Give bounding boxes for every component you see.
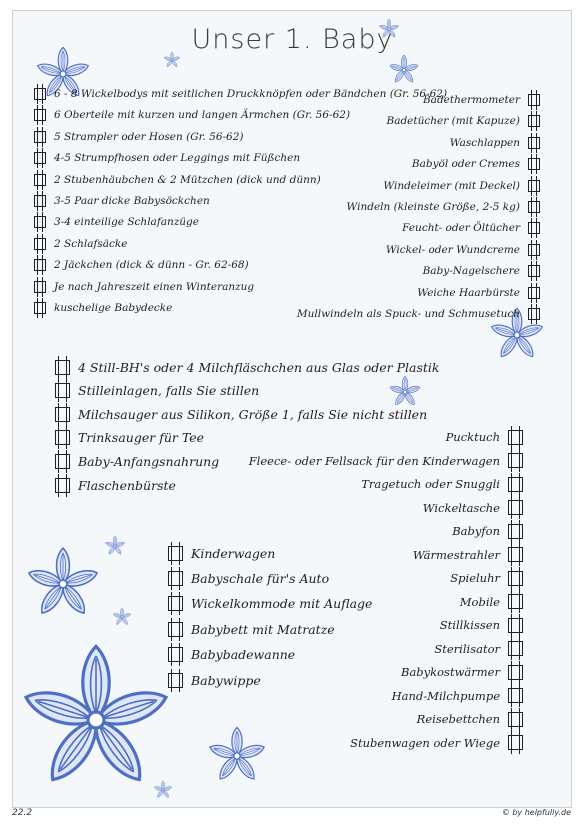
checkbox[interactable] [528, 244, 540, 256]
checklist-item-label: Weiche Haarbürste [417, 286, 520, 299]
checklist-item[interactable] [402, 217, 540, 239]
checklist-item[interactable] [34, 254, 249, 276]
checkbox[interactable] [508, 594, 523, 609]
checkbox[interactable] [528, 222, 540, 234]
flower-icon [112, 607, 132, 627]
flower-icon [104, 535, 126, 557]
checklist-item-label: Stillkissen [439, 618, 500, 632]
checklist-item-label: 3-5 Paar dicke Babysöckchen [54, 195, 210, 207]
checkbox[interactable] [508, 641, 523, 656]
checklist-item[interactable] [55, 403, 427, 425]
checklist-item-label: Wärmestrahler [412, 547, 500, 562]
checkbox[interactable] [528, 180, 540, 192]
checklist-item-label: Wickel- oder Wundcreme [385, 243, 520, 256]
checklist-item[interactable] [423, 89, 540, 111]
checklist-item-label: Baby-Anfangsnahrung [78, 453, 220, 469]
checklist-item-label: Hand-Milchpumpe [391, 688, 500, 703]
page-title: Unser 1. Baby [191, 24, 394, 55]
checklist-item[interactable] [434, 638, 523, 660]
checklist-item-label: Windeleimer (mit Deckel) [383, 179, 520, 192]
flower-icon [206, 725, 268, 787]
checklist-item-label: Mobile [459, 594, 500, 609]
checklist-item-label: Badetücher (mit Kapuze) [386, 115, 520, 128]
checklist-item[interactable] [446, 426, 523, 448]
checklist-item[interactable] [417, 708, 523, 730]
checklist-item[interactable] [34, 297, 172, 319]
checkbox[interactable] [34, 131, 46, 143]
checklist-item-label: Stilleinlagen, falls Sie stillen [78, 383, 260, 399]
checkbox[interactable] [508, 524, 523, 539]
checkbox[interactable] [508, 453, 523, 468]
checklist-item[interactable] [450, 567, 523, 589]
checklist-item-label: Sterilisator [434, 641, 500, 656]
checkbox[interactable] [168, 647, 183, 662]
checkbox[interactable] [34, 302, 46, 314]
checkbox[interactable] [508, 430, 523, 445]
checklist-item-label: Waschlappen [449, 136, 520, 149]
checklist-item[interactable] [34, 147, 300, 169]
flower-icon [16, 640, 176, 800]
checkbox[interactable] [55, 383, 70, 398]
checklist-item[interactable] [34, 211, 199, 233]
checkbox[interactable] [55, 407, 70, 422]
checkbox[interactable] [168, 673, 183, 688]
checklist-item[interactable] [34, 126, 244, 148]
checklist-item[interactable] [168, 542, 275, 564]
checklist-item[interactable] [452, 520, 523, 542]
checklist-item-label: Reisebettchen [416, 712, 500, 726]
checkbox[interactable] [55, 430, 70, 445]
checkbox[interactable] [528, 158, 540, 170]
checklist-item[interactable] [401, 661, 523, 683]
checklist-item-label: 6 Oberteile mit kurzen und langen Ärmchen (Gr. 56-62) [54, 109, 351, 122]
checklist-item[interactable] [413, 544, 523, 566]
checklist-item-label: Babykostwärmer [401, 665, 500, 679]
checklist-item-label: 3-4 einteilige Schlafanzüge [54, 216, 199, 229]
checkbox[interactable] [168, 546, 183, 561]
checklist-item-label: Babyfon [452, 524, 500, 538]
checklist-item[interactable] [55, 380, 259, 402]
checklist-item-label: 5 Strampler oder Hosen (Gr. 56-62) [54, 130, 244, 143]
checklist-item[interactable] [440, 614, 523, 636]
checkbox[interactable] [34, 109, 46, 121]
checklist-item[interactable] [168, 669, 261, 691]
checklist-item-label: Pucktuch [445, 430, 500, 444]
checkbox[interactable] [34, 238, 46, 250]
checkbox[interactable] [168, 596, 183, 611]
checklist-item-label: 2 Stubenhäubchen & 2 Mützchen (dick und dünn) [54, 173, 321, 186]
checklist-item-label: Tragetuch oder Snuggli [361, 477, 500, 491]
checkbox[interactable] [508, 735, 523, 750]
checklist-item-label: Feucht- oder Öltücher [402, 222, 520, 235]
checklist-item[interactable] [423, 497, 523, 519]
checklist-item-label: Wickelkommode mit Auflage [191, 596, 373, 612]
checklist-item-label: 2 Schlafsäcke [54, 237, 128, 250]
checkbox[interactable] [528, 308, 540, 320]
checklist-item-label: 6 - 8 Wickelbodys mit seitlichen Druckknöpfen oder Bändchen (Gr. 56-62) [54, 88, 448, 100]
checklist-item-label: Fleece- oder Fellsack für den Kinderwagen [248, 453, 500, 468]
checklist-item-label: 2 Jäckchen (dick & dünn - Gr. 62-68) [54, 259, 249, 272]
checklist-item[interactable] [347, 196, 541, 218]
checklist-item[interactable] [168, 593, 372, 615]
checkbox[interactable] [528, 287, 540, 299]
checkbox[interactable] [528, 115, 540, 127]
checklist-item[interactable] [55, 356, 439, 378]
checklist-item[interactable] [34, 83, 447, 105]
checklist-item[interactable] [460, 591, 523, 613]
checkbox[interactable] [168, 622, 183, 637]
checklist-item[interactable] [34, 233, 127, 255]
checklist-item[interactable] [55, 450, 219, 472]
checklist-item-label: Kinderwagen [191, 545, 276, 561]
checklist-item[interactable] [417, 282, 540, 304]
checklist-item[interactable] [34, 190, 210, 212]
flower-icon [153, 780, 173, 800]
checklist-item[interactable] [249, 450, 523, 472]
checkbox[interactable] [528, 94, 540, 106]
checkbox[interactable] [34, 216, 46, 228]
checklist-item[interactable] [386, 239, 540, 261]
checklist-item[interactable] [34, 169, 321, 191]
checkbox[interactable] [34, 88, 46, 100]
checklist-item-label: Babyöl oder Cremes [411, 158, 520, 171]
checkbox[interactable] [168, 571, 183, 586]
checklist-item[interactable] [168, 567, 329, 589]
checklist-item-label: Badethermometer [422, 94, 520, 106]
checkbox[interactable] [508, 618, 523, 633]
checklist-item[interactable] [34, 276, 254, 298]
checkbox[interactable] [55, 454, 70, 469]
flower-icon [24, 545, 102, 623]
checkbox[interactable] [508, 571, 523, 586]
checkbox[interactable] [508, 712, 523, 727]
checklist-item-label: Wickeltasche [422, 500, 500, 515]
checklist-item-label: Spieluhr [450, 571, 500, 585]
checklist-item[interactable] [412, 153, 540, 175]
checkbox[interactable] [508, 665, 523, 680]
checklist-item-label: Baby-Nagelschere [422, 265, 520, 278]
credit-text: © by helpfully.de [501, 808, 571, 817]
checklist-item-label: Babywippe [191, 672, 261, 688]
checkbox[interactable] [34, 281, 46, 293]
checklist-item-label: Je nach Jahreszeit einen Winteranzug [54, 280, 255, 293]
checkbox[interactable] [55, 360, 70, 375]
checklist-item-label: Stubenwagen oder Wiege [350, 735, 500, 750]
checklist-item[interactable] [386, 110, 540, 132]
checklist-item[interactable] [34, 104, 350, 126]
page-number: 22.2 [12, 808, 33, 818]
checkbox[interactable] [34, 174, 46, 186]
checkbox[interactable] [34, 259, 46, 271]
checklist-item-label: Mullwindeln als Spuck- und Schmusetuch [296, 308, 520, 320]
checkbox[interactable] [528, 265, 540, 277]
checkbox[interactable] [34, 195, 46, 207]
checklist-item[interactable] [361, 473, 523, 495]
checklist-item-label: Trinksauger für Tee [78, 430, 204, 446]
checklist-item-label: Babybett mit Matratze [191, 621, 335, 637]
checkbox[interactable] [508, 688, 523, 703]
checklist-item[interactable] [55, 474, 176, 496]
checklist-item[interactable] [383, 175, 540, 197]
checkbox[interactable] [528, 201, 540, 213]
checkbox[interactable] [508, 547, 523, 562]
checklist-item[interactable] [168, 618, 335, 640]
checklist-item-label: Babybadewanne [191, 647, 296, 663]
checklist-item[interactable] [297, 303, 540, 325]
checklist-item[interactable] [450, 132, 540, 154]
checklist-item-label: kuschelige Babydecke [54, 302, 173, 314]
checklist-item[interactable] [168, 644, 295, 666]
checkbox[interactable] [508, 500, 523, 515]
checklist-item-label: Flaschenbürste [78, 477, 176, 493]
checklist-item-label: 4 Still-BH's oder 4 Milchfläschchen aus Glas oder Plastik [78, 359, 440, 375]
checklist-item[interactable] [350, 732, 523, 754]
checkbox[interactable] [34, 152, 46, 164]
checkbox[interactable] [528, 137, 540, 149]
checklist-item-label: Milchsauger aus Silikon, Größe 1, falls Sie nicht stillen [78, 406, 428, 422]
checklist-item-label: 4-5 Strumpfhosen oder Leggings mit Füßchen [54, 152, 301, 165]
flower-icon [388, 54, 420, 86]
checkbox[interactable] [508, 477, 523, 492]
checklist-item-label: Babyschale für's Auto [191, 570, 330, 586]
checkbox[interactable] [55, 478, 70, 493]
checklist-item[interactable] [423, 260, 540, 282]
checklist-item[interactable] [55, 427, 204, 449]
checklist-item-label: Windeln (kleinste Größe, 2-5 kg) [346, 201, 520, 213]
checklist-item[interactable] [392, 685, 523, 707]
